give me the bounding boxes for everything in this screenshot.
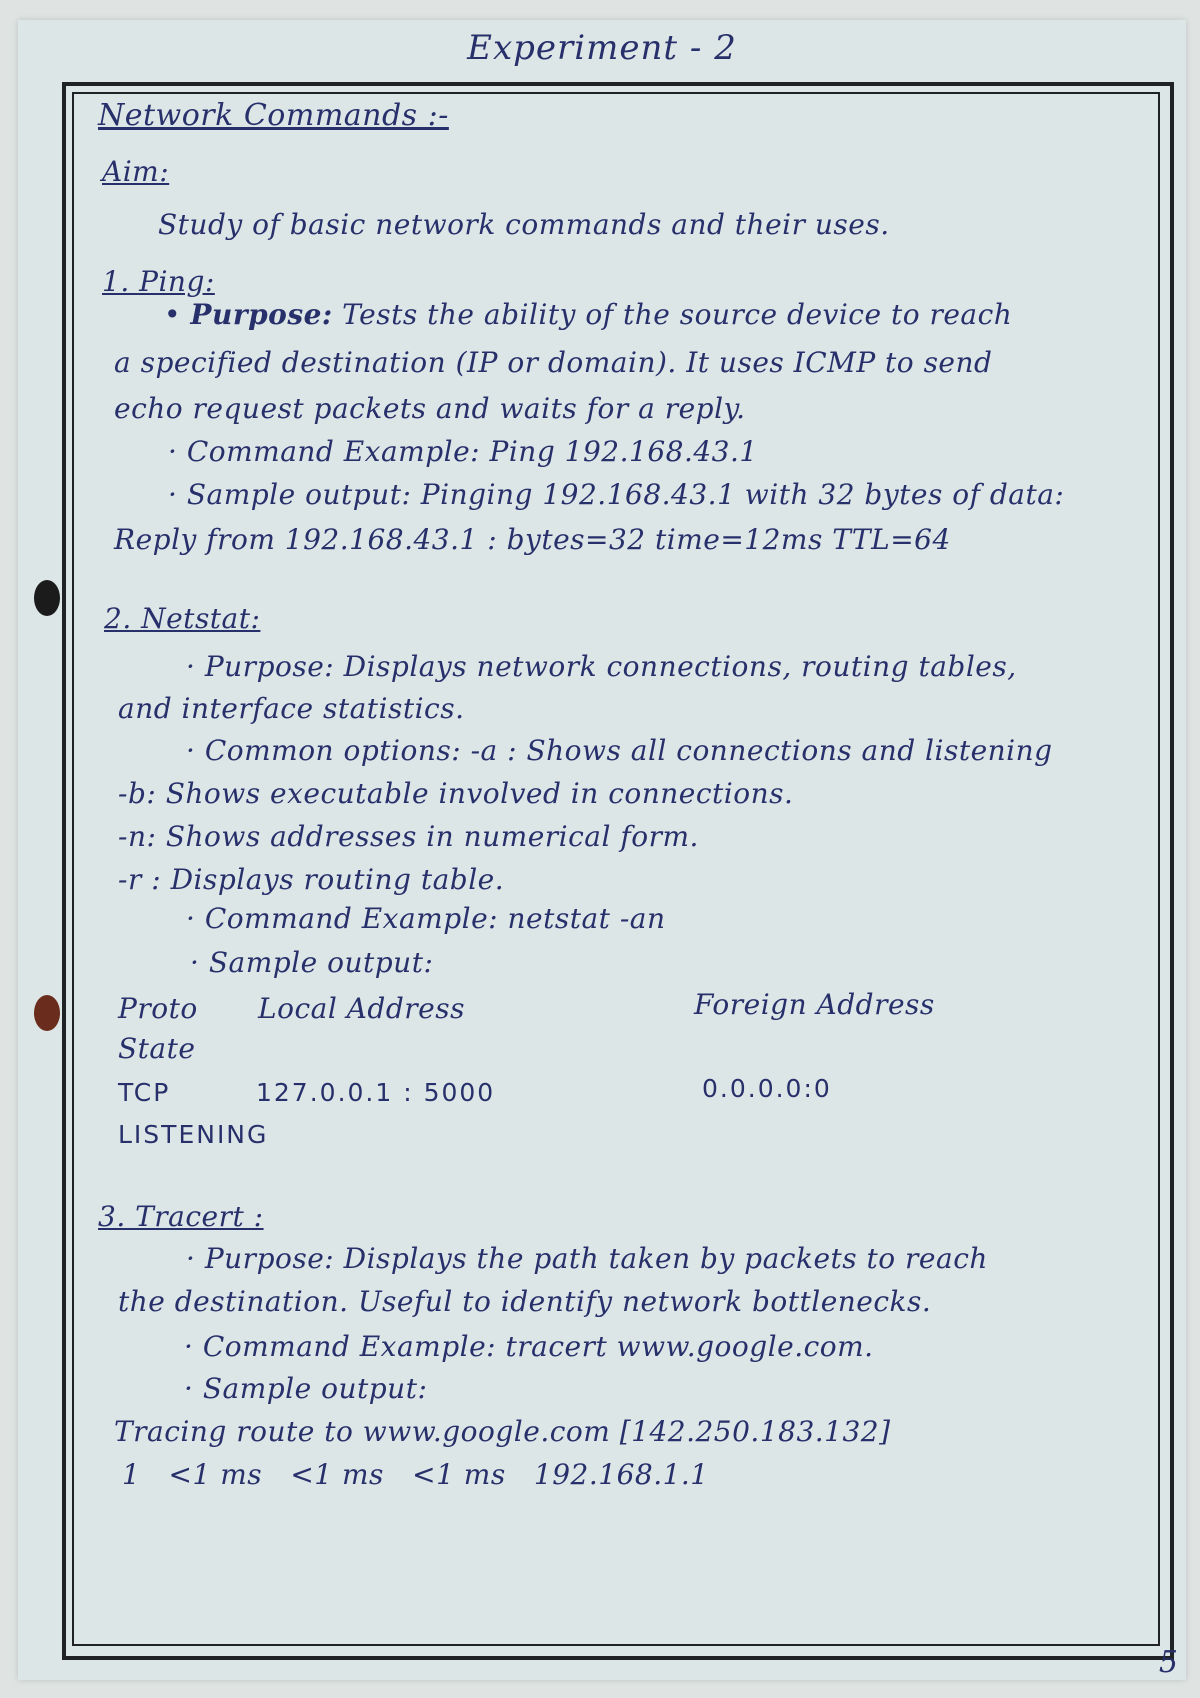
tracert-purpose-line-2: the destination. Useful to identify network bottlenecks. — [118, 1285, 932, 1318]
ping-output-label: Sample output: — [186, 478, 412, 511]
ping-title: 1. Ping: — [102, 265, 215, 298]
tracert-output-label: Sample output: — [202, 1372, 428, 1405]
netstat-row-foreign: 0.0.0.0:0 — [702, 1074, 832, 1103]
aim-label: Aim: — [102, 155, 170, 188]
ping-command-label: Command Example: — [186, 435, 481, 468]
ping-command: Ping 192.168.43.1 — [489, 435, 758, 468]
netstat-output-label-line: · Sample output: — [190, 946, 434, 979]
notebook-page — [18, 20, 1186, 1680]
netstat-options-text-1: Common options: -a : Shows all connections and listening — [204, 734, 1053, 767]
netstat-col-foreign: Foreign Address — [694, 988, 935, 1021]
binder-hole-top — [34, 580, 60, 616]
netstat-options-line-2: -b: Shows executable involved in connections. — [118, 777, 794, 810]
netstat-purpose-line-1: · Purpose: Displays network connections, routing tables, — [186, 650, 1017, 683]
ping-output-line-2: Reply from 192.168.43.1 : bytes=32 time=12ms TTL=64 — [114, 523, 951, 556]
tracert-title: 3. Tracert : — [98, 1200, 264, 1233]
tracert-output-line-2: 1 <1 ms <1 ms <1 ms 192.168.1.1 — [122, 1458, 709, 1491]
netstat-command-line: · Command Example: netstat -an — [186, 902, 666, 935]
netstat-row-proto: TCP — [118, 1078, 171, 1107]
tracert-output-label-line: · Sample output: — [184, 1372, 428, 1405]
tracert-command-line: · Command Example: tracert www.google.com. — [184, 1330, 874, 1363]
ping-purpose-line-1: • Purpose: Tests the ability of the source device to reach — [164, 298, 1013, 331]
tracert-output-line-1: Tracing route to www.google.com [142.250.183.132] — [114, 1415, 891, 1448]
binder-hole-bottom — [34, 995, 60, 1031]
netstat-options-line-1: · Common options: -a : Shows all connections and listening — [186, 734, 1053, 767]
tracert-purpose-text-1: Purpose: Displays the path taken by packets to reach — [204, 1242, 988, 1275]
netstat-col-local: Local Address — [258, 992, 465, 1025]
ping-output-text-1: Pinging 192.168.43.1 with 32 bytes of data: — [420, 478, 1065, 511]
tracert-command: Command Example: tracert www.google.com. — [202, 1330, 874, 1363]
ping-command-line: · Command Example: Ping 192.168.43.1 — [168, 435, 758, 468]
netstat-options-line-3: -n: Shows addresses in numerical form. — [118, 820, 699, 853]
tracert-purpose-line-1: · Purpose: Displays the path taken by packets to reach — [186, 1242, 988, 1275]
page-number: 5 — [1158, 1645, 1178, 1680]
netstat-purpose-line-2: and interface statistics. — [118, 692, 465, 725]
netstat-row-state: LISTENING — [118, 1120, 269, 1149]
ping-purpose-label: Purpose: — [190, 298, 333, 331]
ping-purpose-text-1: Tests the ability of the source device to reach — [342, 298, 1013, 331]
netstat-title: 2. Netstat: — [104, 602, 261, 635]
netstat-col-state: State — [118, 1032, 196, 1065]
ping-purpose-line-3: echo request packets and waits for a reply. — [114, 392, 746, 425]
netstat-output-label: Sample output: — [208, 946, 434, 979]
netstat-col-proto: Proto — [118, 992, 198, 1025]
netstat-options-line-4: -r : Displays routing table. — [118, 863, 505, 896]
section-heading: Network Commands :- — [98, 98, 449, 133]
netstat-row-local: 127.0.0.1 : 5000 — [256, 1078, 496, 1107]
experiment-title: Experiment - 2 — [467, 28, 737, 68]
aim-text: Study of basic network commands and their uses. — [158, 208, 890, 241]
netstat-command: Command Example: netstat -an — [204, 902, 666, 935]
netstat-purpose-text-1: Purpose: Displays network connections, routing tables, — [204, 650, 1017, 683]
ping-purpose-line-2: a specified destination (IP or domain). It uses ICMP to send — [114, 346, 993, 379]
ping-output-line-1: · Sample output: Pinging 192.168.43.1 with 32 bytes of data: — [168, 478, 1065, 511]
